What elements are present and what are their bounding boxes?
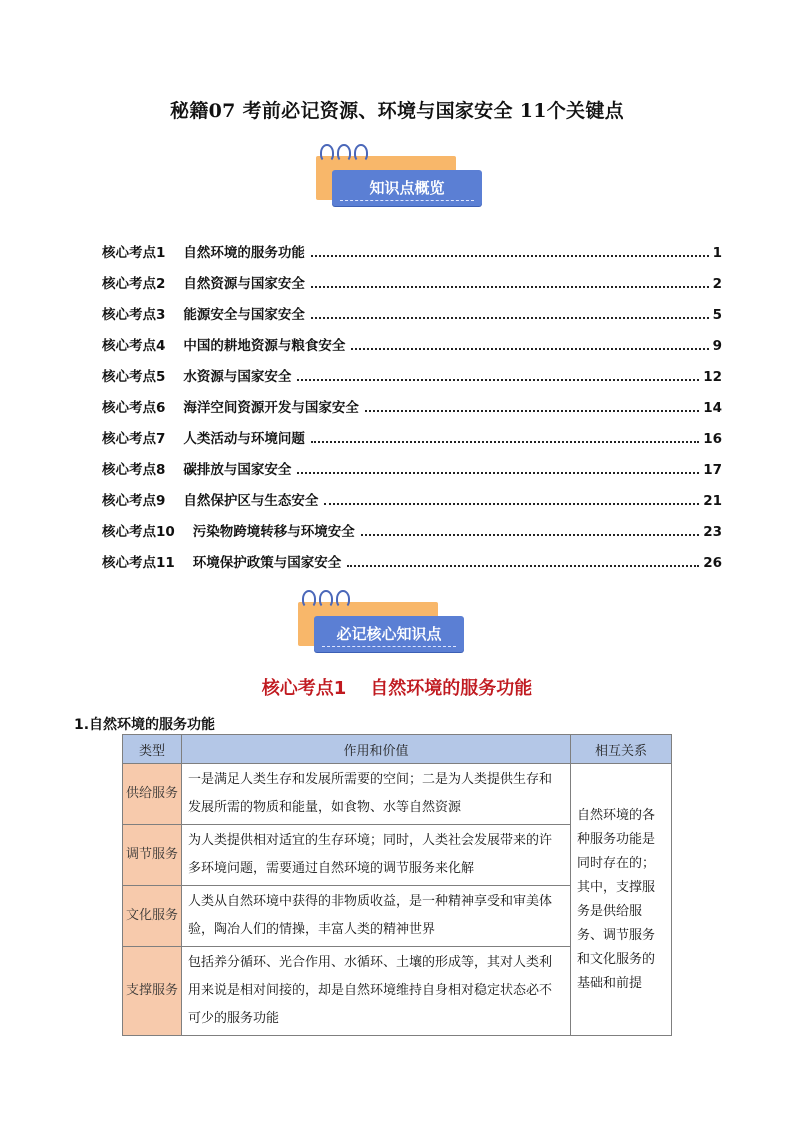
type-cell: 调节服务	[123, 825, 182, 886]
table-header-row	[123, 735, 672, 764]
toc-entry[interactable]	[102, 478, 722, 509]
toc-page: 12	[703, 369, 722, 385]
binder-rings-icon	[320, 144, 371, 166]
toc-title: 海洋空间资源开发与国家安全	[183, 400, 359, 416]
toc-entry[interactable]	[102, 509, 722, 540]
toc-title: 自然资源与国家安全	[183, 276, 305, 292]
core-knowledge-banner	[288, 590, 468, 656]
core-knowledge-banner-label: 必记核心知识点	[314, 616, 464, 652]
table-of-contents	[102, 230, 722, 571]
column-header-type: 类型	[123, 735, 182, 764]
toc-entry[interactable]	[102, 416, 722, 447]
section-title: 自然环境的服务功能	[370, 678, 533, 699]
toc-page: 1	[712, 245, 722, 261]
toc-number: 核心考点8	[102, 462, 166, 478]
toc-entry[interactable]	[102, 230, 722, 261]
toc-page: 2	[712, 276, 722, 292]
toc-page: 9	[712, 338, 722, 354]
toc-page: 5	[712, 307, 722, 323]
toc-entry[interactable]	[102, 540, 722, 571]
service-function-table	[122, 734, 672, 1036]
toc-number: 核心考点11	[102, 555, 175, 571]
section-number: 核心考点1	[261, 678, 347, 699]
toc-number: 核心考点2	[102, 276, 166, 292]
toc-number: 核心考点5	[102, 369, 166, 385]
toc-title: 环境保护政策与国家安全	[192, 555, 342, 571]
toc-title: 人类活动与环境问题	[183, 431, 305, 447]
desc-cell: 为人类提供相对适宜的生存环境；同时，人类社会发展带来的许多环境问题，需要通过自然环境的调节服务来化解	[182, 825, 571, 886]
type-cell: 支撑服务	[123, 947, 182, 1036]
toc-number: 核心考点4	[102, 338, 166, 354]
column-header-value: 作用和价值	[182, 735, 571, 764]
toc-number: 核心考点3	[102, 307, 166, 323]
toc-number: 核心考点7	[102, 431, 166, 447]
toc-entry[interactable]	[102, 261, 722, 292]
overview-banner-label: 知识点概览	[332, 170, 482, 206]
toc-page: 16	[703, 431, 722, 447]
toc-page: 21	[703, 493, 722, 509]
toc-title: 水资源与国家安全	[183, 369, 292, 385]
column-header-relation: 相互关系	[571, 735, 672, 764]
toc-title: 自然环境的服务功能	[183, 245, 305, 261]
table-row	[123, 764, 672, 825]
toc-number: 核心考点6	[102, 400, 166, 416]
toc-entry[interactable]	[102, 385, 722, 416]
type-cell: 文化服务	[123, 886, 182, 947]
type-cell: 供给服务	[123, 764, 182, 825]
toc-entry[interactable]	[102, 323, 722, 354]
toc-entry[interactable]	[102, 354, 722, 385]
toc-number: 核心考点9	[102, 493, 166, 509]
toc-title: 能源安全与国家安全	[183, 307, 305, 323]
sub-heading: 1.自然环境的服务功能	[74, 717, 216, 733]
toc-title: 自然保护区与生态安全	[183, 493, 319, 509]
toc-page: 23	[703, 524, 722, 540]
toc-entry[interactable]	[102, 447, 722, 478]
toc-page: 17	[703, 462, 722, 478]
toc-number: 核心考点10	[102, 524, 175, 540]
desc-cell: 人类从自然环境中获得的非物质收益，是一种精神享受和审美体验，陶冶人们的情操，丰富人类的精神世界	[182, 886, 571, 947]
overview-banner	[306, 144, 486, 210]
desc-cell: 一是满足人类生存和发展所需要的空间；二是为人类提供生存和发展所需的物质和能量，如食物、水等自然资源	[182, 764, 571, 825]
page-title: 秘籍07 考前必记资源、环境与国家安全 11个关键点	[170, 100, 624, 122]
relation-cell: 自然环境的各种服务功能是同时存在的；其中，支撑服务是供给服务、调节服务和文化服务的基础和前提	[571, 764, 672, 1036]
desc-cell: 包括养分循环、光合作用、水循环、土壤的形成等，其对人类利用来说是相对间接的，却是自然环境维持自身相对稳定状态必不可少的服务功能	[182, 947, 571, 1036]
toc-title: 污染物跨境转移与环境安全	[192, 524, 355, 540]
toc-title: 中国的耕地资源与粮食安全	[183, 338, 346, 354]
binder-rings-icon	[302, 590, 353, 612]
toc-number: 核心考点1	[102, 245, 166, 261]
toc-page: 26	[703, 555, 722, 571]
toc-title: 碳排放与国家安全	[183, 462, 292, 478]
toc-entry[interactable]	[102, 292, 722, 323]
section-heading	[0, 674, 794, 700]
toc-page: 14	[703, 400, 722, 416]
